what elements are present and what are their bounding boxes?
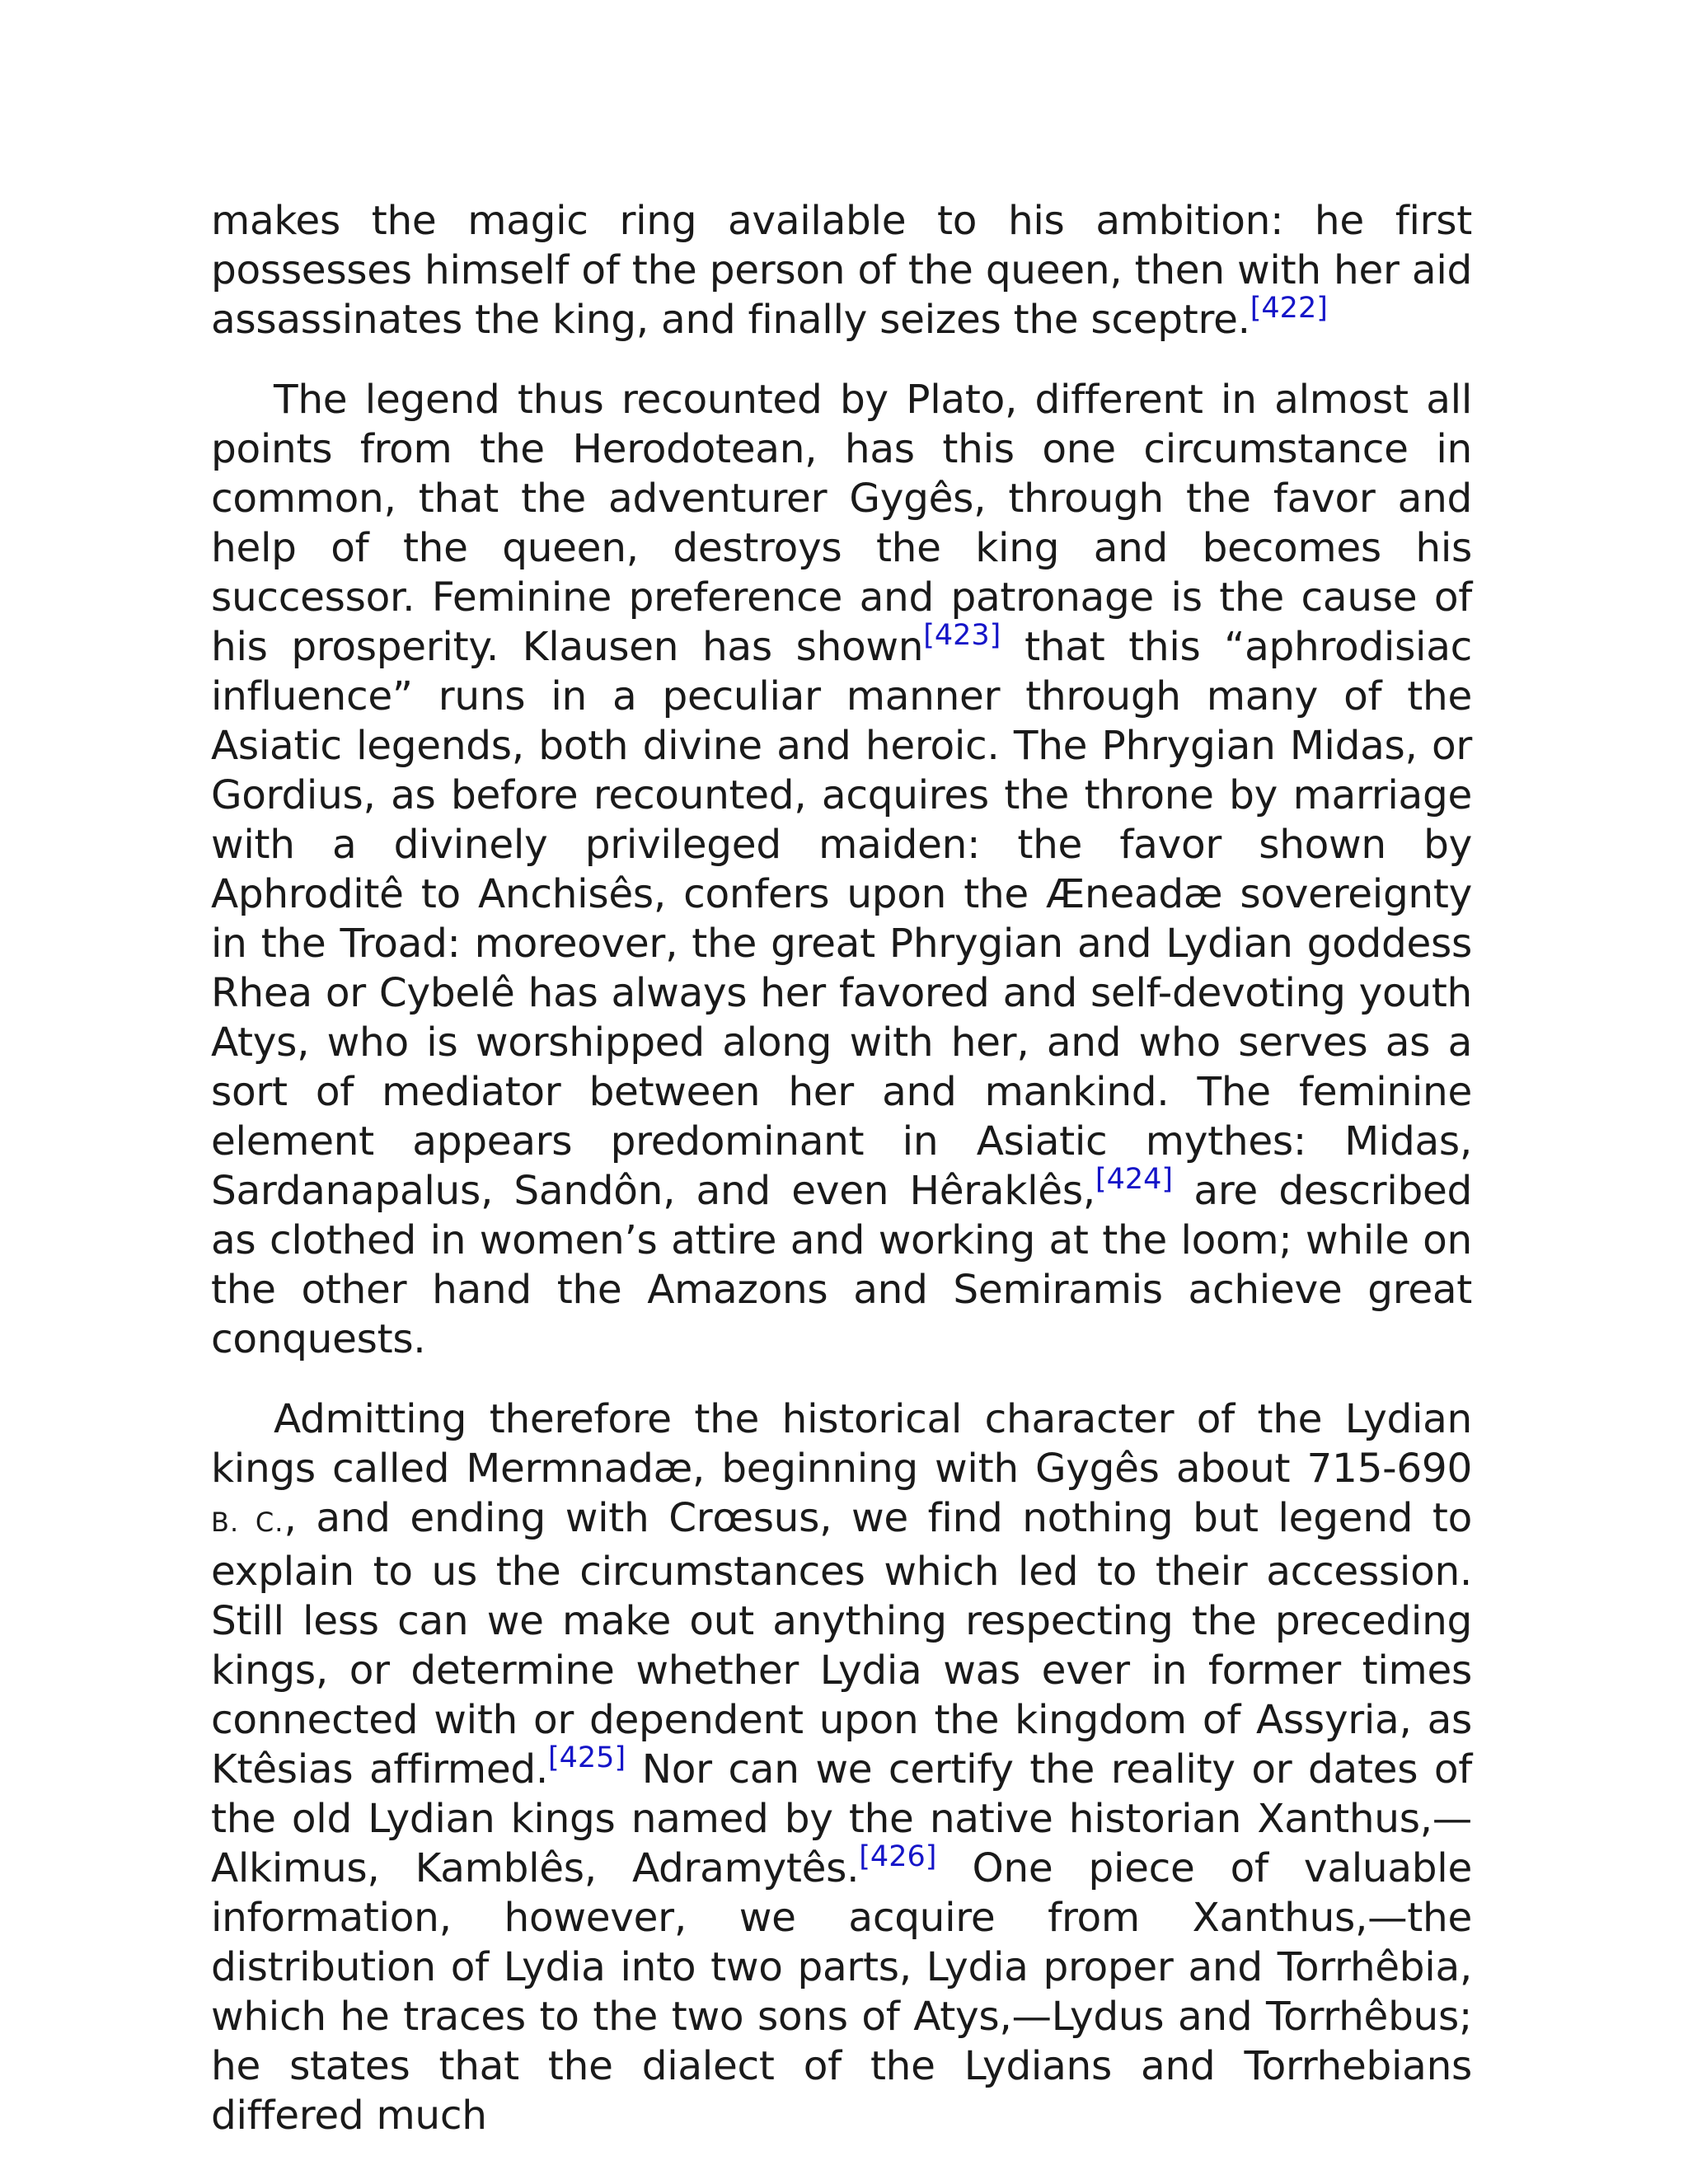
paragraph bbox=[211, 196, 1472, 344]
document-body bbox=[211, 196, 1472, 2171]
footnote-link-425[interactable]: [425] bbox=[547, 1741, 626, 1774]
paragraph-text: One piece of valuable information, however, we acquire from Xanthus,—the distribution of Lydia into two parts, Lydia proper and Torrhêbia, which he traces to the two sons of Atys,—Lydus and Torrhêbus; he states that the dialect of the Lydians and Torrhebians differed much bbox=[211, 1845, 1472, 2139]
footnote-link-423[interactable]: [423] bbox=[923, 618, 1001, 652]
paragraph-text: makes the magic ring available to his ambition: he first possesses himself of the person of the queen, then with her aid assassinates the king, and finally seizes the sceptre. bbox=[211, 198, 1472, 343]
footnote-link-426[interactable]: [426] bbox=[859, 1840, 937, 1873]
paragraph-text: Admitting therefore the historical character of the Lydian kings called Mermnadæ, beginning with Gygês about 715-690 bbox=[211, 1396, 1472, 1492]
paragraph-text: Nor can we certify the reality or dates of the old Lydian kings named by the native historian Xanthus,—Alkimus, Kamblês, Adramytês. bbox=[211, 1746, 1472, 1891]
footnote-link-424[interactable]: [424] bbox=[1095, 1162, 1174, 1196]
paragraph bbox=[211, 375, 1472, 1364]
paragraph bbox=[211, 1394, 1472, 2140]
footnote-link-422[interactable]: [422] bbox=[1250, 291, 1328, 325]
paragraph-text: , and ending with Crœsus, we find nothing but legend to explain to us the circumstances which led to their accession. Still less can we make out anything respecting the preceding kings, or determine whether Lydia was ever in former times connected with or dependent upon the kingdom of Assyria, as Ktêsias affirmed. bbox=[211, 1495, 1472, 1793]
era-abbreviation: B. C. bbox=[211, 1507, 284, 1538]
paragraph-text: The legend thus recounted by Plato, different in almost all points from the Herodotean, has this one circumstance in common, that the adventurer Gygês, through the favor and help of the queen, destroys the king and becomes his successor. Feminine preference and patronage is the cause of his prosperity. Klausen has shown bbox=[211, 377, 1472, 670]
paragraph-text: are described as clothed in women’s attire and working at the loom; while on the other hand the Amazons and Semiramis achieve great conquests. bbox=[211, 1168, 1472, 1362]
paragraph-text: that this “aphrodisiac influence” runs in a peculiar manner through many of the Asiatic legends, both divine and heroic. The Phrygian Midas, or Gordius, as before recounted, acquires the throne by marriage with a divinely privileged maiden: the favor shown by Aphroditê to Anchisês, confers upon the Æneadæ sovereignty in the Troad: moreover, the great Phrygian and Lydian goddess Rhea or Cybelê has always her favored and self-devoting youth Atys, who is worshipped along with her, and who serves as a sort of mediator between her and mankind. The feminine element appears predominant in Asiatic mythes: Midas, Sardanapalus, Sandôn, and even Hêraklês, bbox=[211, 624, 1472, 1214]
